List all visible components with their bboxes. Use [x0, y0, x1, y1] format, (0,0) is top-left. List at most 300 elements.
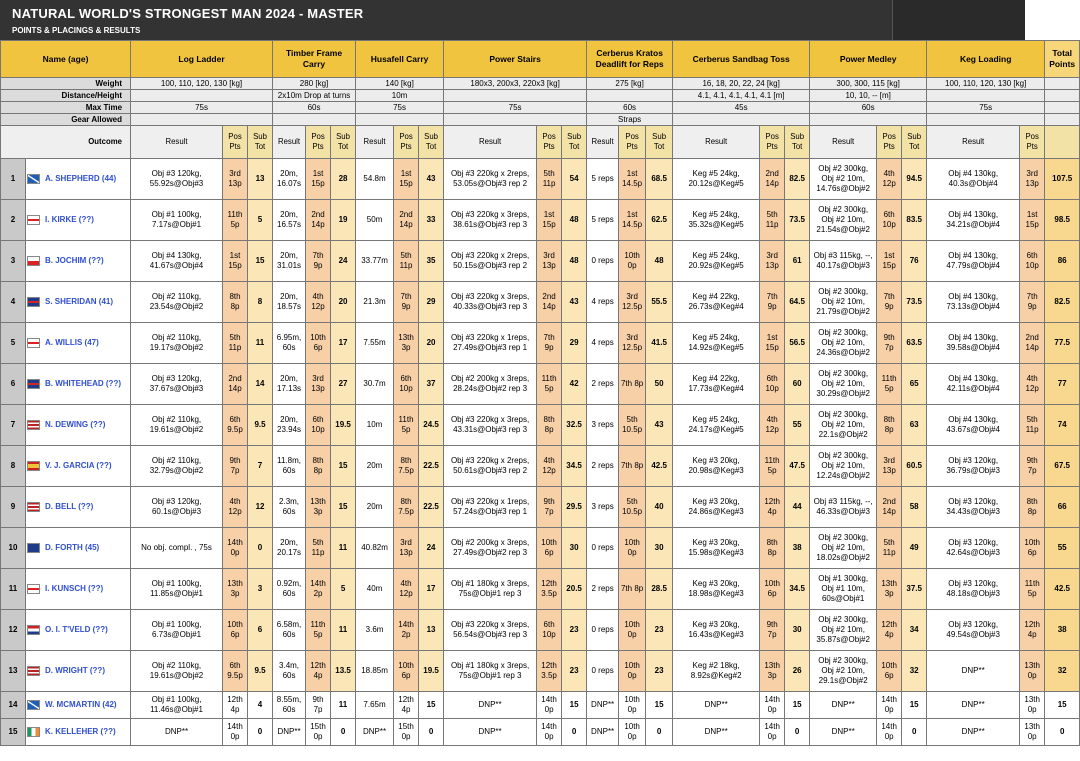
event-sub-total: 62.5	[646, 200, 673, 241]
event-sub-total: 34.5	[562, 446, 587, 487]
total-points: 0	[1045, 719, 1080, 746]
event-pos-pts: 13th 0p	[1020, 692, 1045, 719]
flag-nl-icon	[27, 625, 40, 635]
athlete-name[interactable]: B. WHITEHEAD (??)	[45, 379, 121, 389]
event-header: Log Ladder	[131, 41, 273, 78]
event-pos-pts: 2nd 14p	[1020, 323, 1045, 364]
event-result: Obj #2 110kg, 19.61s@Obj#2	[131, 651, 223, 692]
event-result: 20m, 16.57s	[273, 200, 306, 241]
athlete-name-cell[interactable]	[26, 692, 131, 719]
athlete-name-cell[interactable]	[26, 719, 131, 746]
event-pos-pts: 10th 0p	[619, 719, 646, 746]
flag-en-icon	[27, 215, 40, 225]
event-sub-total: 5	[331, 569, 356, 610]
event-result: 20m, 18.57s	[273, 282, 306, 323]
event-result: Obj #2 300kg, Obj #2 10m, 14.76s@Obj#2	[810, 159, 877, 200]
athlete-name-cell[interactable]	[26, 405, 131, 446]
event-result: DNP**	[927, 651, 1020, 692]
info-label-maxtime: Max Time	[1, 102, 131, 114]
event-pos-pts: 7th 9p	[394, 282, 419, 323]
event-weight: 16, 18, 20, 22, 24 [kg]	[673, 78, 810, 90]
event-distance: 10m	[356, 90, 444, 102]
flag-us-icon	[27, 420, 40, 430]
event-gear	[444, 114, 587, 126]
event-pos-pts: 13th 3p	[877, 569, 902, 610]
event-result: Obj #3 220kg x 3reps, 38.61s@Obj#3 rep 3	[444, 200, 537, 241]
athlete-row	[1, 282, 1080, 323]
rank-number: 6	[1, 364, 26, 405]
event-pos-pts: 12th 4p	[1020, 610, 1045, 651]
subheader-result: Result	[444, 126, 537, 159]
total-points: 98.5	[1045, 200, 1080, 241]
col-header-total: Total Points	[1045, 41, 1080, 78]
event-result: 2 reps	[587, 446, 619, 487]
outcome-label: Outcome	[1, 126, 131, 159]
event-sub-total: 60.5	[902, 446, 927, 487]
event-sub-total: 0	[248, 719, 273, 746]
event-sub-total: 22.5	[419, 446, 444, 487]
event-result: Obj #3 220kg x 2reps, 53.05s@Obj#3 rep 2	[444, 159, 537, 200]
event-pos-pts: 3rd 13p	[223, 159, 248, 200]
event-pos-pts: 10th 0p	[619, 528, 646, 569]
event-pos-pts: 6th 10p	[394, 364, 419, 405]
event-header: Husafell Carry	[356, 41, 444, 78]
athlete-name[interactable]: W. MCMARTIN (42)	[45, 700, 117, 710]
event-pos-pts: 10th 6p	[537, 528, 562, 569]
event-weight: 180x3, 200x3, 220x3 [kg]	[444, 78, 587, 90]
event-result: 5 reps	[587, 200, 619, 241]
info-label-gear: Gear Allowed	[1, 114, 131, 126]
event-pos-pts: 4th 12p	[1020, 364, 1045, 405]
event-pos-pts: 10th 0p	[619, 610, 646, 651]
subheader-result: Result	[273, 126, 306, 159]
event-result: 2 reps	[587, 364, 619, 405]
rank-number: 14	[1, 692, 26, 719]
athlete-row	[1, 405, 1080, 446]
rank-number: 5	[1, 323, 26, 364]
event-pos-pts: 3rd 12.5p	[619, 282, 646, 323]
subheader-pos-pts: Pos Pts	[537, 126, 562, 159]
event-result: Obj #3 120kg, 36.79s@Obj#3	[927, 446, 1020, 487]
event-result: Keg #3 20kg, 20.98s@Keg#3	[673, 446, 760, 487]
athlete-row	[1, 692, 1080, 719]
athlete-name[interactable]: K. KELLEHER (??)	[45, 727, 116, 737]
event-sub-total: 0	[785, 719, 810, 746]
event-sub-total: 15	[331, 487, 356, 528]
event-pos-pts: 12th 3.5p	[537, 569, 562, 610]
athlete-name[interactable]: D. FORTH (45)	[45, 543, 100, 553]
athlete-name-cell[interactable]	[26, 651, 131, 692]
event-sub-total: 4	[248, 692, 273, 719]
event-sub-total: 20.5	[562, 569, 587, 610]
event-sub-total: 27	[331, 364, 356, 405]
event-sub-total: 24	[419, 528, 444, 569]
event-sub-total: 17	[419, 569, 444, 610]
event-pos-pts: 9th 7p	[306, 692, 331, 719]
event-result: DNP**	[587, 719, 619, 746]
event-pos-pts: 5th 11p	[877, 528, 902, 569]
event-sub-total: 28.5	[646, 569, 673, 610]
event-pos-pts: 3rd 13p	[394, 528, 419, 569]
event-result: Obj #2 110kg, 23.54s@Obj#2	[131, 282, 223, 323]
event-result: 18.85m	[356, 651, 394, 692]
event-sub-total: 73.5	[902, 282, 927, 323]
event-pos-pts: 3rd 13p	[1020, 159, 1045, 200]
event-sub-total: 24.5	[419, 405, 444, 446]
event-sub-total: 13	[419, 610, 444, 651]
event-sub-total: 63.5	[902, 323, 927, 364]
event-header: Cerberus Sandbag Toss	[673, 41, 810, 78]
event-sub-total: 30	[785, 610, 810, 651]
subheader-pos-pts: Pos Pts	[223, 126, 248, 159]
event-sub-total: 37.5	[902, 569, 927, 610]
event-gear	[131, 114, 273, 126]
event-sub-total: 49	[902, 528, 927, 569]
event-pos-pts: 4th 12p	[394, 569, 419, 610]
event-result: 3 reps	[587, 487, 619, 528]
event-maxtime: 75s	[444, 102, 587, 114]
athlete-name[interactable]: B. JOCHIM (??)	[45, 256, 104, 266]
event-result: Keg #5 24kg, 24.17s@Keg#5	[673, 405, 760, 446]
header-dark-block	[892, 0, 1025, 40]
event-gear	[273, 114, 356, 126]
athlete-name-cell[interactable]	[26, 282, 131, 323]
event-result: Obj #4 130kg, 40.3s@Obj#4	[927, 159, 1020, 200]
event-pos-pts: 5th 11p	[394, 241, 419, 282]
event-pos-pts: 1st 15p	[877, 241, 902, 282]
event-result: 21.3m	[356, 282, 394, 323]
event-result: 20m	[356, 487, 394, 528]
event-header: Keg Loading	[927, 41, 1045, 78]
info-label-distance: Distance/Height	[1, 90, 131, 102]
athlete-name-cell[interactable]	[26, 200, 131, 241]
total-points: 82.5	[1045, 282, 1080, 323]
event-gear: Straps	[587, 114, 673, 126]
event-result: 7.55m	[356, 323, 394, 364]
athlete-name[interactable]: S. SHERIDAN (41)	[45, 297, 114, 307]
event-distance: 4.1, 4.1, 4.1, 4.1, 4.1 [m]	[673, 90, 810, 102]
event-result: Obj #2 300kg, Obj #2 10m, 24.36s@Obj#2	[810, 323, 877, 364]
event-result: 20m, 23.94s	[273, 405, 306, 446]
event-pos-pts: 2nd 14p	[306, 200, 331, 241]
event-pos-pts: 5th 11p	[223, 323, 248, 364]
event-result: 20m, 17.13s	[273, 364, 306, 405]
athlete-name-cell[interactable]	[26, 323, 131, 364]
athlete-name-cell[interactable]	[26, 241, 131, 282]
event-result: 40.82m	[356, 528, 394, 569]
event-pos-pts: 8th 7.5p	[394, 487, 419, 528]
event-result: Obj #1 100kg, 7.17s@Obj#1	[131, 200, 223, 241]
event-pos-pts: 11th 5p	[760, 446, 785, 487]
event-sub-total: 19.5	[331, 405, 356, 446]
event-pos-pts: 14th 0p	[877, 692, 902, 719]
event-maxtime: 75s	[131, 102, 273, 114]
subheader-pos-pts: Pos Pts	[306, 126, 331, 159]
event-pos-pts: 13th 0p	[1020, 719, 1045, 746]
event-pos-pts: 3rd 12.5p	[619, 323, 646, 364]
event-pos-pts: 2nd 14p	[760, 159, 785, 200]
event-result: 0 reps	[587, 528, 619, 569]
athlete-name[interactable]: O. I. T'VELD (??)	[45, 625, 108, 635]
event-sub-total: 15	[248, 241, 273, 282]
event-pos-pts: 8th 8p	[877, 405, 902, 446]
event-distance	[444, 90, 587, 102]
event-result: Obj #2 300kg, Obj #2 10m, 22.1s@Obj#2	[810, 405, 877, 446]
event-result: Keg #5 24kg, 20.92s@Keg#5	[673, 241, 760, 282]
event-result: 6.95m, 60s	[273, 323, 306, 364]
event-result: 50m	[356, 200, 394, 241]
event-sub-total: 0	[248, 528, 273, 569]
subheader-sub-tot: Sub Tot	[785, 126, 810, 159]
event-sub-total: 23	[646, 610, 673, 651]
event-maxtime: 45s	[673, 102, 810, 114]
subheader-sub-tot: Sub Tot	[902, 126, 927, 159]
event-sub-total: 23	[646, 651, 673, 692]
event-pos-pts: 5th 11p	[537, 159, 562, 200]
flag-en-icon	[27, 338, 40, 348]
event-header: Timber Frame Carry	[273, 41, 356, 78]
athlete-name[interactable]: N. DEWING (??)	[45, 420, 106, 430]
event-pos-pts: 10th 6p	[394, 651, 419, 692]
athlete-name-cell[interactable]	[26, 528, 131, 569]
event-pos-pts: 1st 15p	[1020, 200, 1045, 241]
event-sub-total: 64.5	[785, 282, 810, 323]
total-points: 86	[1045, 241, 1080, 282]
event-result: DNP**	[356, 719, 394, 746]
flag-sc-icon	[27, 174, 40, 184]
subheader-pos-pts: Pos Pts	[1020, 126, 1045, 159]
event-pos-pts: 1st 15p	[223, 241, 248, 282]
event-sub-total: 32	[902, 651, 927, 692]
event-result: Obj #2 110kg, 32.79s@Obj#2	[131, 446, 223, 487]
event-sub-total: 15	[902, 692, 927, 719]
event-sub-total: 35	[419, 241, 444, 282]
event-pos-pts: 14th 2p	[306, 569, 331, 610]
event-sub-total: 48	[562, 200, 587, 241]
event-maxtime: 60s	[810, 102, 927, 114]
event-result: 10m	[356, 405, 394, 446]
event-sub-total: 50	[646, 364, 673, 405]
rank-number: 4	[1, 282, 26, 323]
flag-au-icon	[27, 543, 40, 553]
rank-number: 9	[1, 487, 26, 528]
event-result: 54.8m	[356, 159, 394, 200]
event-sub-total: 11	[331, 528, 356, 569]
event-pos-pts: 3rd 13p	[306, 364, 331, 405]
info-empty	[1045, 90, 1080, 102]
event-result: DNP**	[444, 719, 537, 746]
event-result: Obj #2 200kg x 3reps, 28.24s@Obj#2 rep 3	[444, 364, 537, 405]
event-result: Obj #4 130kg, 47.79s@Obj#4	[927, 241, 1020, 282]
athlete-name[interactable]: D. WRIGHT (??)	[45, 666, 105, 676]
event-result: 30.7m	[356, 364, 394, 405]
athlete-name-cell[interactable]	[26, 159, 131, 200]
event-result: Obj #3 120kg, 42.64s@Obj#3	[927, 528, 1020, 569]
event-pos-pts: 12th 4p	[394, 692, 419, 719]
athlete-name[interactable]: A. SHEPHERD (44)	[45, 174, 117, 184]
event-result: 2.3m, 60s	[273, 487, 306, 528]
athlete-name[interactable]: D. BELL (??)	[45, 502, 94, 512]
event-sub-total: 83.5	[902, 200, 927, 241]
event-pos-pts: 10th 6p	[306, 323, 331, 364]
flag-gb-icon	[27, 297, 40, 307]
event-sub-total: 29	[419, 282, 444, 323]
athlete-row	[1, 323, 1080, 364]
event-result: Keg #3 20kg, 16.43s@Keg#3	[673, 610, 760, 651]
event-result: 3.6m	[356, 610, 394, 651]
athlete-name-cell[interactable]	[26, 487, 131, 528]
event-sub-total: 7	[248, 446, 273, 487]
athlete-row	[1, 159, 1080, 200]
event-sub-total: 20	[419, 323, 444, 364]
event-result: 0 reps	[587, 610, 619, 651]
event-pos-pts: 6th 10p	[306, 405, 331, 446]
event-sub-total: 9.5	[248, 651, 273, 692]
event-pos-pts: 1st 15p	[306, 159, 331, 200]
athlete-name-cell[interactable]	[26, 610, 131, 651]
event-result: Obj #3 220kg x 1reps, 27.49s@Obj#3 rep 1	[444, 323, 537, 364]
event-result: Obj #2 300kg, Obj #2 10m, 29.1s@Obj#2	[810, 651, 877, 692]
event-result: Obj #3 115kg, --, 46.33s@Obj#3	[810, 487, 877, 528]
event-result: Obj #4 130kg, 34.21s@Obj#4	[927, 200, 1020, 241]
event-sub-total: 15	[785, 692, 810, 719]
event-result: DNP**	[587, 692, 619, 719]
event-result: Obj #4 130kg, 41.67s@Obj#4	[131, 241, 223, 282]
event-result: Keg #3 20kg, 24.86s@Keg#3	[673, 487, 760, 528]
event-pos-pts: 14th 2p	[394, 610, 419, 651]
event-sub-total: 54	[562, 159, 587, 200]
event-result: Obj #2 110kg, 19.17s@Obj#2	[131, 323, 223, 364]
athlete-name-cell[interactable]	[26, 446, 131, 487]
event-result: DNP**	[673, 719, 760, 746]
event-sub-total: 28	[331, 159, 356, 200]
event-sub-total: 0	[902, 719, 927, 746]
event-sub-total: 58	[902, 487, 927, 528]
event-pos-pts: 12th 4p	[306, 651, 331, 692]
info-empty	[1045, 114, 1080, 126]
subheader-sub-tot: Sub Tot	[646, 126, 673, 159]
event-pos-pts: 1st 14.5p	[619, 159, 646, 200]
event-sub-total: 76	[902, 241, 927, 282]
event-pos-pts: 10th 6p	[1020, 528, 1045, 569]
athlete-name-cell[interactable]	[26, 569, 131, 610]
event-result: 11.8m, 60s	[273, 446, 306, 487]
event-pos-pts: 4th 12p	[537, 446, 562, 487]
event-pos-pts: 1st 15p	[537, 200, 562, 241]
event-pos-pts: 14th 0p	[537, 719, 562, 746]
event-result: DNP**	[810, 692, 877, 719]
event-sub-total: 11	[331, 692, 356, 719]
subheader-sub-tot: Sub Tot	[562, 126, 587, 159]
event-pos-pts: 8th 7.5p	[394, 446, 419, 487]
event-pos-pts: 7th 8p	[619, 364, 646, 405]
event-pos-pts: 2nd 14p	[877, 487, 902, 528]
event-pos-pts: 4th 12p	[760, 405, 785, 446]
athlete-name[interactable]: V. J. GARCIA (??)	[45, 461, 112, 471]
event-result: DNP**	[131, 719, 223, 746]
event-pos-pts: 8th 8p	[1020, 487, 1045, 528]
event-sub-total: 11	[331, 610, 356, 651]
event-result: 0.92m, 60s	[273, 569, 306, 610]
event-sub-total: 32.5	[562, 405, 587, 446]
event-sub-total: 23	[562, 610, 587, 651]
event-result: 2 reps	[587, 569, 619, 610]
athlete-name[interactable]: I. KIRKE (??)	[45, 215, 94, 225]
event-pos-pts: 6th 9.5p	[223, 405, 248, 446]
event-pos-pts: 2nd 14p	[223, 364, 248, 405]
event-sub-total: 22.5	[419, 487, 444, 528]
flag-gb-icon	[27, 379, 40, 389]
event-result: Keg #2 18kg, 8.92s@Keg#2	[673, 651, 760, 692]
event-sub-total: 29	[562, 323, 587, 364]
event-distance	[131, 90, 273, 102]
event-sub-total: 94.5	[902, 159, 927, 200]
event-sub-total: 19.5	[419, 651, 444, 692]
event-result: Obj #2 300kg, Obj #2 10m, 35.87s@Obj#2	[810, 610, 877, 651]
event-pos-pts: 12th 4p	[760, 487, 785, 528]
event-sub-total: 15	[562, 692, 587, 719]
event-sub-total: 60	[785, 364, 810, 405]
subheader-result: Result	[131, 126, 223, 159]
info-empty	[1045, 102, 1080, 114]
event-sub-total: 56.5	[785, 323, 810, 364]
event-pos-pts: 10th 0p	[619, 241, 646, 282]
athlete-row	[1, 200, 1080, 241]
event-pos-pts: 6th 10p	[877, 200, 902, 241]
athlete-name[interactable]: I. KUNSCH (??)	[45, 584, 104, 594]
event-result: No obj. compl. , 75s	[131, 528, 223, 569]
event-result: Keg #4 22kg, 17.73s@Keg#4	[673, 364, 760, 405]
event-result: Obj #3 220kg x 2reps, 50.15s@Obj#3 rep 2	[444, 241, 537, 282]
event-result: Obj #2 200kg x 3reps, 27.49s@Obj#2 rep 3	[444, 528, 537, 569]
event-maxtime: 75s	[356, 102, 444, 114]
event-result: Obj #1 300kg, Obj #1 10m, 60s@Obj#1	[810, 569, 877, 610]
event-result: DNP**	[273, 719, 306, 746]
page-subtitle: POINTS & PLACINGS & RESULTS	[12, 26, 141, 35]
event-weight: 300, 300, 115 [kg]	[810, 78, 927, 90]
event-sub-total: 34.5	[785, 569, 810, 610]
subheader-total-empty	[1045, 126, 1080, 159]
event-pos-pts: 1st 14.5p	[619, 200, 646, 241]
event-pos-pts: 7th 9p	[537, 323, 562, 364]
event-sub-total: 23	[562, 651, 587, 692]
athlete-name[interactable]: A. WILLIS (47)	[45, 338, 99, 348]
event-pos-pts: 11th 5p	[306, 610, 331, 651]
event-pos-pts: 13th 0p	[1020, 651, 1045, 692]
event-result: 20m	[356, 446, 394, 487]
event-maxtime: 60s	[273, 102, 356, 114]
page-title: NATURAL WORLD'S STRONGEST MAN 2024 - MASTER	[12, 6, 364, 21]
athlete-row	[1, 651, 1080, 692]
event-pos-pts: 1st 15p	[760, 323, 785, 364]
event-weight: 100, 110, 120, 130 [kg]	[927, 78, 1045, 90]
athlete-row	[1, 364, 1080, 405]
event-distance	[927, 90, 1045, 102]
event-sub-total: 14	[248, 364, 273, 405]
event-sub-total: 20	[331, 282, 356, 323]
athlete-name-cell[interactable]	[26, 364, 131, 405]
subheader-pos-pts: Pos Pts	[877, 126, 902, 159]
total-points: 66	[1045, 487, 1080, 528]
event-sub-total: 73.5	[785, 200, 810, 241]
event-result: 33.77m	[356, 241, 394, 282]
event-result: DNP**	[673, 692, 760, 719]
event-sub-total: 41.5	[646, 323, 673, 364]
event-sub-total: 55	[785, 405, 810, 446]
event-result: Obj #3 220kg x 3reps, 43.31s@Obj#3 rep 3	[444, 405, 537, 446]
rank-number: 12	[1, 610, 26, 651]
total-points: 77	[1045, 364, 1080, 405]
